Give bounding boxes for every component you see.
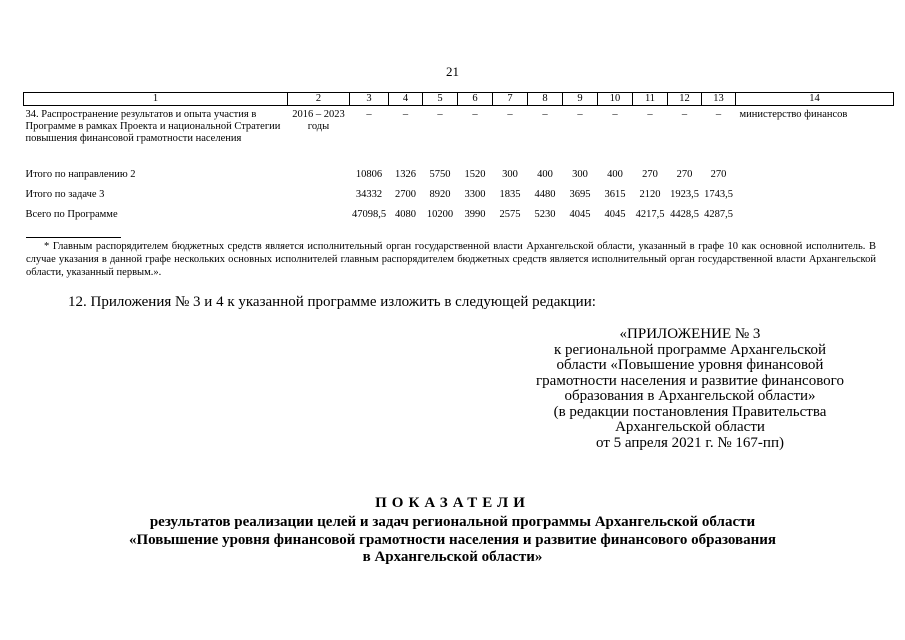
amendment-item-12: 12. Приложения № 3 и 4 к указанной программе изложить в следующей редакции: <box>68 294 596 310</box>
table-cell <box>288 185 350 205</box>
table-header-row <box>24 93 894 106</box>
table-cell: 3300 <box>464 189 486 200</box>
table-cell: 10806 <box>355 169 383 180</box>
total-label: Всего по Программе <box>25 209 118 220</box>
subtitle-line: «Повышение уровня финансовой грамотности населения и развитие финансового образования <box>128 531 777 548</box>
table-cell: 5230 <box>534 209 556 220</box>
table-cell: 4045 <box>604 209 626 220</box>
table-cell: 270 <box>710 169 727 180</box>
table-cell: – <box>402 109 409 120</box>
table-cell <box>736 205 894 225</box>
total-label: Итого по направлению 2 <box>25 169 136 180</box>
table-cell: – <box>437 109 443 120</box>
table-cell: – <box>612 109 618 120</box>
table-cell: 3990 <box>464 209 486 220</box>
column-header: 3 <box>350 93 389 106</box>
table-cell: 4045 <box>569 209 591 220</box>
table-cell: 1835 <box>499 189 521 200</box>
table-cell: 34332 <box>355 189 383 200</box>
table-cell: – <box>715 109 722 120</box>
column-header: 10 <box>598 93 633 106</box>
table-cell: 4428,5 <box>670 209 699 220</box>
period-cell <box>288 106 350 166</box>
table-cell: 270 <box>676 169 693 180</box>
table-cell <box>288 205 350 225</box>
table-row <box>24 205 894 225</box>
appendix-line: грамотности населения и развитие финансового <box>536 372 844 389</box>
budget-table <box>23 92 894 225</box>
measure-name: 34. Распространение результатов и опыта участия в Программе в рамках Проекта и национальной Стратегии повышения финансовой грамотности населения <box>25 109 281 144</box>
table-cell: – <box>577 109 583 120</box>
table-cell: 10200 <box>426 209 454 220</box>
subtitle-line: в Архангельской области» <box>362 549 543 565</box>
column-header: 1 <box>24 93 288 106</box>
table-cell <box>736 165 894 185</box>
table-cell: 2120 <box>639 189 661 200</box>
table-cell: 3615 <box>604 189 626 200</box>
column-header: 4 <box>389 93 423 106</box>
table-cell: 4217,5 <box>635 209 665 220</box>
table-cell: – <box>647 109 653 120</box>
table-cell: 400 <box>537 169 553 180</box>
table-cell: 300 <box>502 169 518 180</box>
period-unit: годы <box>307 121 330 132</box>
total-label: Итого по задаче 3 <box>25 189 105 200</box>
footnote-divider <box>26 237 121 238</box>
table-cell: 4480 <box>534 189 556 200</box>
column-header: 13 <box>702 93 736 106</box>
table-cell: – <box>542 109 548 120</box>
table-cell: 1520 <box>464 169 486 180</box>
table-row <box>24 106 894 166</box>
appendix-line: Архангельской области <box>615 419 765 435</box>
table-cell <box>736 185 894 205</box>
table-cell: 300 <box>572 169 588 180</box>
appendix-line: образования в Архангельской области» <box>564 388 816 404</box>
table-cell: 270 <box>642 169 658 180</box>
column-header: 5 <box>423 93 458 106</box>
column-header: 6 <box>458 93 493 106</box>
table-row <box>24 165 894 185</box>
document-title: ПОКАЗАТЕЛИ <box>375 495 530 511</box>
table-cell: 47098,5 <box>351 209 387 220</box>
appendix-line: от 5 апреля 2021 г. № 167-пп) <box>596 434 784 451</box>
column-header: 12 <box>668 93 702 106</box>
appendix-header <box>480 327 900 451</box>
table-cell: – <box>681 109 688 120</box>
subtitle-line: результатов реализации целей и задач региональной программы Архангельской области <box>149 514 756 530</box>
column-header: 7 <box>493 93 528 106</box>
period-years: 2016 – 2023 <box>292 109 345 120</box>
table-cell: – <box>472 109 478 120</box>
table-cell: 5750 <box>429 169 451 180</box>
table-cell: 2700 <box>395 189 416 200</box>
column-header: 8 <box>528 93 563 106</box>
column-header: 14 <box>736 93 894 106</box>
responsible-cell: министерство финансов <box>739 109 848 120</box>
table-cell: 4080 <box>395 209 416 220</box>
footnote: * Главным распорядителем бюджетных средств является исполнительный орган государственной власти Архангельской области, указанный в графе 10 как основной исполнитель. В случае указания в данной графе нескольких основных исполнителей главным распорядителем бюджетных средств является исполнительный орган государственной власти Архангельской области, указанный первым.». <box>26 241 876 278</box>
table-cell: 2575 <box>499 209 521 220</box>
table-row <box>24 185 894 205</box>
table-cell: – <box>507 109 513 120</box>
appendix-line: (в редакции постановления Правительства <box>553 403 827 420</box>
table-cell: 1743,5 <box>704 189 733 200</box>
column-header: 9 <box>563 93 598 106</box>
table-cell <box>288 165 350 185</box>
appendix-line: области «Повышение уровня финансовой <box>556 357 824 373</box>
table-cell: 8920 <box>429 189 451 200</box>
column-header: 11 <box>633 93 668 106</box>
table-cell: 4287,5 <box>704 209 733 220</box>
table-cell: – <box>366 109 372 120</box>
appendix-line: к региональной программе Архангельской <box>553 341 827 358</box>
appendix-line: «ПРИЛОЖЕНИЕ № 3 <box>619 326 761 342</box>
table-cell: 3695 <box>569 189 591 200</box>
document-subtitle <box>40 514 865 567</box>
table-cell: 1923,5 <box>670 189 699 200</box>
table-cell: 1326 <box>395 169 416 180</box>
column-header: 2 <box>288 93 350 106</box>
page-number: 21 <box>446 64 459 79</box>
table-cell: 400 <box>607 169 623 180</box>
